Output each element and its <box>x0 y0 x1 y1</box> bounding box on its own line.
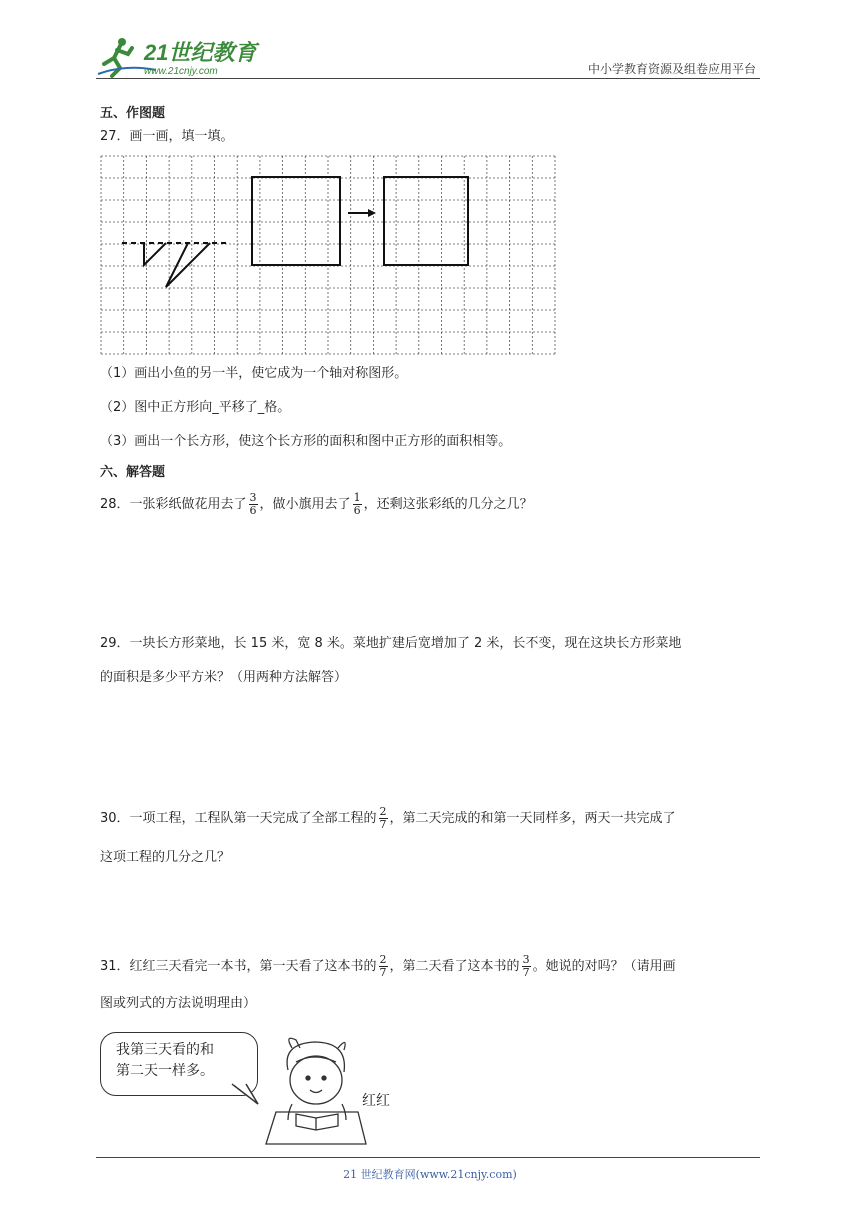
q30-text-1: 30．一项工程，工程队第一天完成了全部工程的 <box>100 811 377 826</box>
girl-name-label: 红红 <box>362 1093 390 1109</box>
question-30-line1 <box>100 806 676 831</box>
q28-text-1: 28．一张彩纸做花用去了 <box>100 497 247 512</box>
q31-text-3: 。她说的对吗？（请用画 <box>532 959 676 974</box>
site-logo <box>96 34 266 80</box>
fish-half <box>122 243 230 287</box>
q28-text-3: ，还剩这张彩纸的几分之几？ <box>363 497 533 512</box>
logo-url: www.21cnjy.com <box>144 66 218 77</box>
question-27-sub2: （2）图中正方形向_平移了_格。 <box>100 400 291 415</box>
square-translated <box>384 177 468 265</box>
section-title-answers: 六、解答题 <box>100 465 166 480</box>
footer-divider <box>96 1157 760 1158</box>
section-title-drawing: 五、作图题 <box>100 106 166 121</box>
q28-text-2: ，做小旗用去了 <box>259 497 351 512</box>
question-27-stem: 27．画一画，填一填。 <box>100 129 234 144</box>
speech-bubble-text <box>116 1040 246 1082</box>
question-29-line1: 29．一块长方形菜地，长 15 米，宽 8 米。菜地扩建后宽增加了 2 米，长不变，现在这块长方形菜地 <box>100 636 682 651</box>
question-29-line2: 的面积是多少平方米？（用两种方法解答） <box>100 670 348 685</box>
question-27-sub1: （1）画出小鱼的另一半，使它成为一个轴对称图形。 <box>100 366 408 381</box>
q28-fraction-2: $\frac{1}{6}$ <box>353 491 361 517</box>
square-original <box>252 177 340 265</box>
q31-text-1: 31．红红三天看完一本书，第一天看了这本书的 <box>100 959 377 974</box>
q31-fraction-1: $\frac{2}{7}$ <box>379 953 387 979</box>
site-name: 中小学教育资源及组卷应用平台 <box>587 62 756 76</box>
q31-text-2: ，第二天看了这本书的 <box>389 959 520 974</box>
question-27-sub3: （3）画出一个长方形，使这个长方形的面积和图中正方形的面积相等。 <box>100 434 512 449</box>
header-divider <box>96 78 760 79</box>
question-28 <box>100 492 533 517</box>
q28-fraction-1: $\frac{3}{6}$ <box>249 491 257 517</box>
q30-fraction-1: $\frac{2}{7}$ <box>379 805 387 831</box>
logo-text: 21世纪教育 <box>144 40 257 65</box>
bubble-line-1: 我第三天看的和 <box>116 1042 214 1058</box>
question-30-line2: 这项工程的几分之几？ <box>100 850 231 865</box>
arrow-right-icon <box>348 209 376 217</box>
grid-figure <box>100 155 556 355</box>
bubble-line-2: 第二天一样多。 <box>116 1063 214 1079</box>
q31-fraction-2: $\frac{3}{7}$ <box>522 953 530 979</box>
q30-text-2: ，第二天完成的和第一天同样多，两天一共完成了 <box>389 811 676 826</box>
question-31-line1 <box>100 954 676 979</box>
footer-text: 21 世纪教育网(www.21cnjy.com) <box>343 1168 517 1181</box>
question-31-line2: 图或列式的方法说明理由） <box>100 996 257 1011</box>
girl-reading-illustration <box>262 1030 372 1148</box>
